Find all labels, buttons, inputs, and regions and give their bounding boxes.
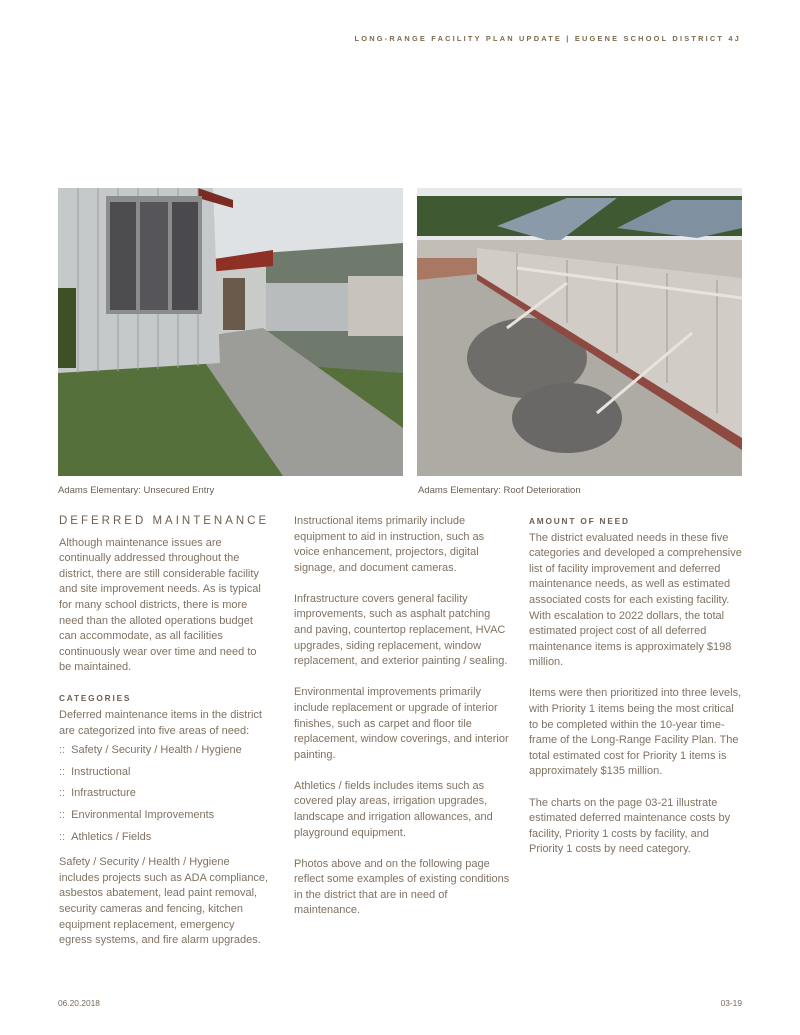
- paragraph: The charts on the page 03-21 illustrate estimated deferred maintenance costs by facility, Priority 1 costs by facility, and Priority 1 costs by need category.: [529, 796, 731, 856]
- bullet-marker: ::: [59, 830, 66, 843]
- text-column-2: [294, 514, 510, 935]
- paragraph: Photos above and on the following page reflect some examples of existing conditions in the district that are in need of maintenance.: [294, 857, 510, 917]
- list-item-label: Environmental Improvements: [71, 809, 215, 821]
- list-item: [59, 743, 269, 759]
- subsection-heading: AMOUNT OF NEED: [529, 516, 630, 526]
- paragraph: Instructional items primarily include equipment to aid in instruction, such as voice enhancement, projectors, digital signage, and document cameras.: [294, 515, 485, 574]
- photo-caption: Adams Elementary: Roof Deterioration: [418, 485, 581, 496]
- intro-paragraph: Although maintenance issues are continually addressed throughout the district, there are still considerable facility and site improvement needs. As is typical for many school districts, there is more need than the alloted operations budget can accommodate, as all facilities continuously wear over time and need to be maintained.: [59, 536, 261, 674]
- paragraph: The district evaluated needs in these five categories and developed a comprehensive list of facility improvement and deferred maintenance needs, as well as estimated associated costs for each existing facility. With escalation to 2022 dollars, the total estimated project cost of all deferred maintenance items is approximately $198 million.: [529, 531, 742, 669]
- photo-roof-deterioration: [417, 188, 742, 476]
- list-item: [59, 786, 269, 802]
- categories-intro: Deferred maintenance items in the district are categorized into five areas of need:: [59, 709, 262, 737]
- footer-date: 06.20.2018: [58, 998, 100, 1008]
- text-column-1: [59, 514, 269, 964]
- bullet-marker: ::: [59, 809, 66, 821]
- paragraph: Infrastructure covers general facility improvements, such as asphalt patching and paving, countertop replacement, HVAC upgrades, siding replacement, window replacement, and exterior painting / sealing.: [294, 592, 508, 668]
- running-header: LONG-RANGE FACILITY PLAN UPDATE | EUGENE SCHOOL DISTRICT 4J: [354, 34, 741, 43]
- paragraph: Environmental improvements primarily include replacement or upgrade of interior finishes, such as carpet and floor tile replacement, window coverings, and interior painting.: [294, 686, 509, 761]
- paragraph: Athletics / fields includes items such as covered play areas, irrigation upgrades, landscape and irrigation allowances, and playground equipment.: [294, 779, 493, 839]
- bullet-marker: ::: [59, 744, 66, 757]
- list-item: [59, 808, 269, 824]
- bullet-marker: ::: [59, 765, 66, 778]
- subsection-heading: CATEGORIES: [59, 693, 132, 704]
- list-item-label: Athletics / Fields: [71, 830, 152, 843]
- text-column-3: [529, 514, 745, 873]
- list-item: [59, 830, 269, 846]
- photo-caption: Adams Elementary: Unsecured Entry: [58, 485, 215, 496]
- bullet-marker: ::: [59, 787, 66, 800]
- photo-unsecured-entry: [58, 188, 403, 476]
- list-item: [59, 765, 269, 781]
- list-item-label: Infrastructure: [71, 787, 136, 800]
- list-item-label: Safety / Security / Health / Hygiene: [71, 744, 242, 757]
- paragraph: Items were then prioritized into three levels, with Priority 1 items being the most critical to be completed within the 10-year time-frame of the Long-Range Facility Plan. The total estimated cost for Priority 1 items is approximately $135 million.: [529, 687, 742, 778]
- list-item-label: Instructional: [71, 765, 131, 778]
- page-number: 03-19: [720, 998, 742, 1008]
- section-heading: DEFERRED MAINTENANCE: [59, 515, 270, 527]
- safety-paragraph: Safety / Security / Health / Hygiene includes projects such as ADA compliance, asbestos abatement, lead paint removal, security cameras and fencing, kitchen equipment replacement, emergency egress systems, and fire alarm upgrades.: [59, 856, 269, 947]
- categories-list: [59, 743, 269, 845]
